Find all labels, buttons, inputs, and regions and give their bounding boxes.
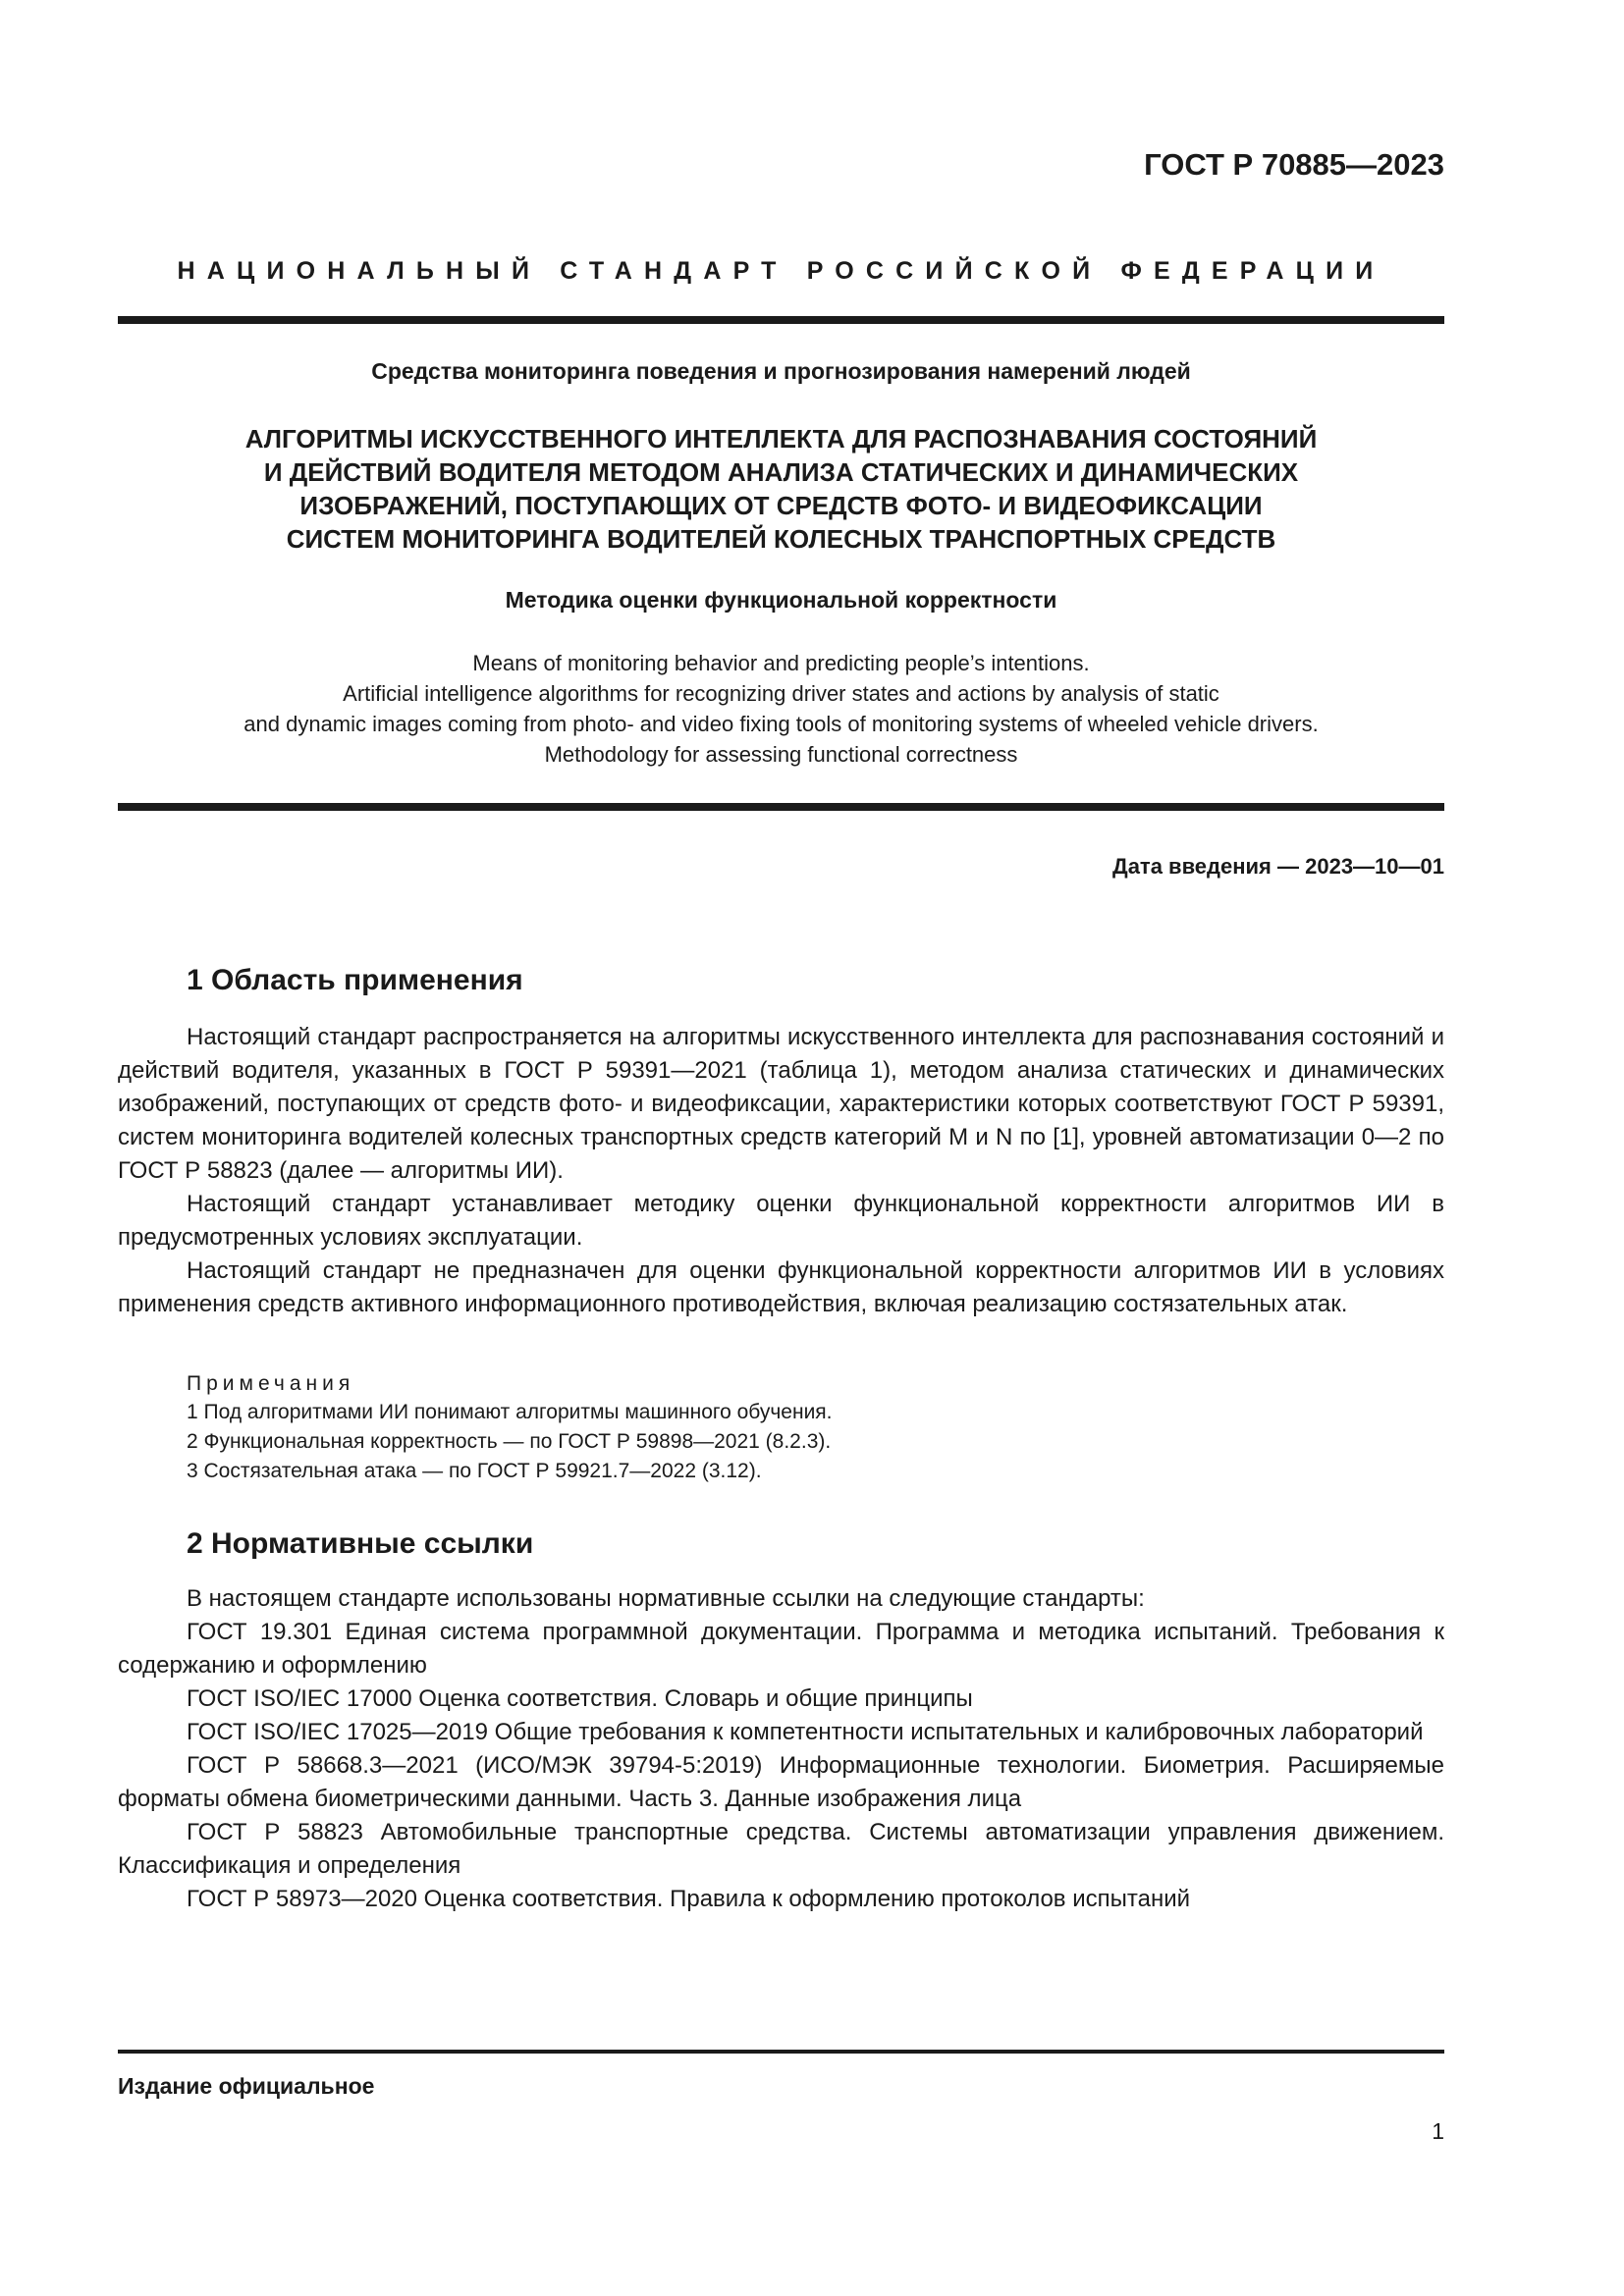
paragraph: Настоящий стандарт не предназначен для оценки функциональной корректности алгоритмов ИИ в условиях применения средств активного информационного противодействия, включая реализацию состязательных атак. bbox=[118, 1257, 1444, 1317]
paragraph: Настоящий стандарт распространяется на алгоритмы искусственного интеллекта для распознавания состояний и действий водителя, указанных в ГОСТ Р 59391—2021 (таблица 1), методом анализа статических и динамических изображений, поступающих от средств фото- и видеофиксации, характеристики которых соответствуют ГОСТ Р 59391, систем мониторинга водителей колесных транспортных средств категорий М и N по [1], уровней автоматизации 0—2 по ГОСТ Р 58823 (далее — алгоритмы ИИ). bbox=[118, 1024, 1444, 1184]
method-title: Методика оценки функциональной корректности bbox=[505, 587, 1057, 613]
section-2-body bbox=[118, 1582, 1444, 1916]
references-intro: В настоящем стандарте использованы нормативные ссылки на следующие стандарты: bbox=[187, 1585, 1145, 1612]
english-title-line: Means of monitoring behavior and predicting people’s intentions. bbox=[472, 651, 1090, 675]
english-title-line: Artificial intelligence algorithms for recognizing driver states and actions by analysis of static bbox=[343, 681, 1219, 706]
main-title-line: ИЗОБРАЖЕНИЙ, ПОСТУПАЮЩИХ ОТ СРЕДСТВ ФОТО- И ВИДЕОФИКСАЦИИ bbox=[299, 491, 1263, 520]
english-title-line: and dynamic images coming from photo- and video fixing tools of monitoring systems of wheeled vehicle drivers. bbox=[244, 712, 1319, 736]
reference-item: ГОСТ Р 58823 Автомобильные транспортные средства. Системы автоматизации управления движением. Классификация и определения bbox=[118, 1819, 1444, 1879]
note-item: 3 Состязательная атака — по ГОСТ Р 59921.7—2022 (3.12). bbox=[187, 1460, 762, 1482]
english-title-line: Methodology for assessing functional correctness bbox=[544, 742, 1018, 767]
divider-title-bottom bbox=[118, 803, 1444, 811]
section-1-heading: 1 Область применения bbox=[187, 964, 523, 996]
introduction-date: Дата введения — 2023—10—01 bbox=[1112, 854, 1444, 879]
page-number: 1 bbox=[1432, 2118, 1444, 2144]
reference-item: ГОСТ Р 58668.3—2021 (ИСО/МЭК 39794-5:2019) Информационные технологии. Биометрия. Расширяемые форматы обмена биометрическими данными. Часть 3. Данные изображения лица bbox=[118, 1752, 1444, 1812]
standard-number: ГОСТ Р 70885—2023 bbox=[1144, 147, 1444, 182]
reference-item: ГОСТ 19.301 Единая система программной документации. Программа и методика испытаний. Требования к содержанию и оформлению bbox=[118, 1619, 1444, 1679]
reference-item: ГОСТ ISO/IEC 17025—2019 Общие требования к компетентности испытательных и калибровочных лабораторий bbox=[187, 1719, 1424, 1745]
main-title-line: И ДЕЙСТВИЙ ВОДИТЕЛЯ МЕТОДОМ АНАЛИЗА СТАТИЧЕСКИХ И ДИНАМИЧЕСКИХ bbox=[263, 457, 1299, 487]
section-2-heading: 2 Нормативные ссылки bbox=[187, 1527, 534, 1560]
note-item: 2 Функциональная корректность — по ГОСТ Р 59898—2021 (8.2.3). bbox=[187, 1430, 832, 1453]
main-title-line: АЛГОРИТМЫ ИСКУССТВЕННОГО ИНТЕЛЛЕКТА ДЛЯ РАСПОЗНАВАНИЯ СОСТОЯНИЙ bbox=[244, 424, 1318, 454]
paragraph: Настоящий стандарт устанавливает методику оценки функциональной корректности алгоритмов ИИ в предусмотренных условиях эксплуатации. bbox=[118, 1191, 1444, 1251]
official-edition-label: Издание официальное bbox=[118, 2073, 375, 2099]
divider-top bbox=[118, 316, 1444, 324]
note-item: 1 Под алгоритмами ИИ понимают алгоритмы машинного обучения. bbox=[187, 1401, 833, 1423]
notes-heading: Примечания bbox=[187, 1372, 355, 1395]
standard-subtitle: Средства мониторинга поведения и прогнозирования намерений людей bbox=[371, 358, 1191, 384]
reference-item: ГОСТ ISO/IEC 17000 Оценка соответствия. Словарь и общие принципы bbox=[187, 1685, 973, 1712]
national-standard-banner: НАЦИОНАЛЬНЫЙ СТАНДАРТ РОССИЙСКОЙ ФЕДЕРАЦИИ bbox=[177, 257, 1385, 285]
english-title bbox=[118, 648, 1444, 770]
reference-item: ГОСТ Р 58973—2020 Оценка соответствия. Правила к оформлению протоколов испытаний bbox=[187, 1886, 1191, 1912]
section-1-body bbox=[118, 1021, 1444, 1321]
divider-footer bbox=[118, 2050, 1444, 2054]
main-title-line: СИСТЕМ МОНИТОРИНГА ВОДИТЕЛЕЙ КОЛЕСНЫХ ТРАНСПОРТНЫХ СРЕДСТВ bbox=[286, 524, 1276, 554]
standard-main-title bbox=[118, 422, 1444, 556]
